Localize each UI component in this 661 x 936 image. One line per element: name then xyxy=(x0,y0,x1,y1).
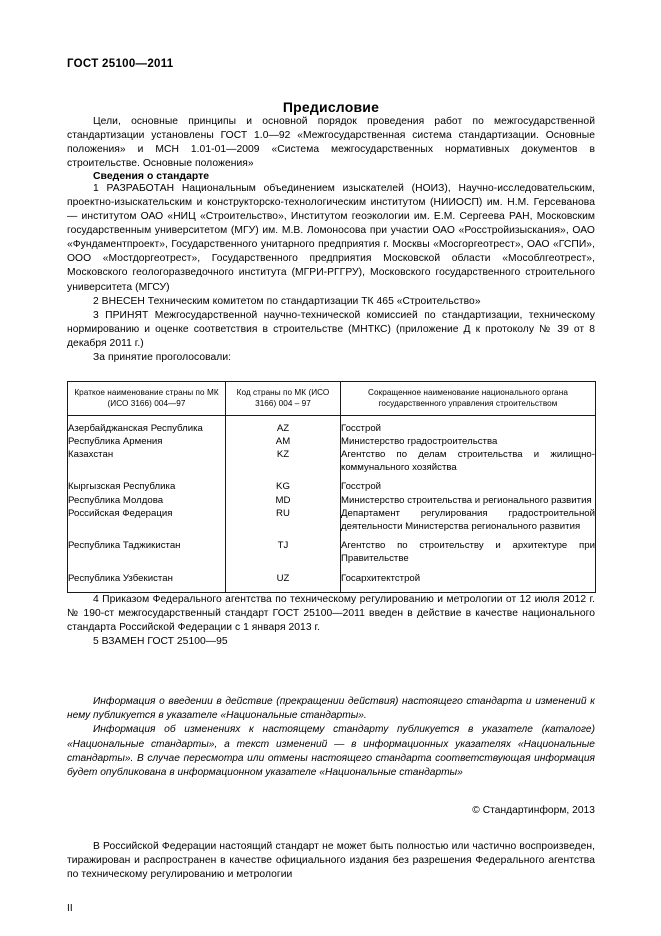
notice-amendments: Информация об изменениях к настоящему стандарту публикуется в указателе (каталоге) «Национальные стандарты», а текст изменений — в информационных указателях «Национальные стандарты». В случае пересмотра или отмены настоящего стандарта соответствующая информация будет опубликована в информационном указателе «Национальные стандарты» xyxy=(67,724,595,779)
table-row xyxy=(68,494,596,507)
table-column-header-code: Код страны по МК (ИСО 3166) 004 – 97 xyxy=(226,381,341,415)
table-column-header-country: Краткое наименование страны по МК (ИСО 3166) 004—97 xyxy=(68,381,226,415)
standard-info-item-1: 1 РАЗРАБОТАН Национальным объединением изыскателей (НОИЗ), Научно-исследовательским, проектно-изыскательским и конструкторско-технологическим институтом (НИИОСП) им. Н.М. Герсеванова — институтом ОАО «НИЦ «Строительство», Институтом геоэкологии им. Е.М. Сергеева РАН, Московским государственным университетом (МГУ) им. М.В. Ломоносова при участии ОАО «Росстройизыскания», ОАО «Фундаментпроект», Государственного унитарного предприятия г. Москвы «Мосгоргеотрест», ОАО «ГСПИ», ООО «Мостдоргеотрест», Государственного предприятия Московской области «Мособлгеотрест», Московского геологоразведочного института (МГРИ-РГГРУ), Московского государственного строительного университета (МГСУ) xyxy=(67,183,595,293)
cell-country: Республика Армения xyxy=(68,435,226,448)
standard-code-header: ГОСТ 25100—2011 xyxy=(67,58,174,70)
cell-code: TJ xyxy=(226,539,341,565)
cell-body: Госархитектстрой xyxy=(341,572,596,593)
cell-body: Госстрой xyxy=(341,480,596,493)
cell-body: Департамент регулирования градостроительной деятельности Министерства регионального развития xyxy=(341,507,595,533)
cell-code: AZ xyxy=(226,415,341,435)
vote-intro-text: За принятие проголосовали: xyxy=(93,351,232,363)
table-row xyxy=(68,415,596,435)
cell-country: Азербайджанская Республика xyxy=(68,415,226,435)
table-header-row xyxy=(68,381,596,415)
table-body xyxy=(68,415,596,592)
page-content xyxy=(67,0,595,914)
cell-code: AM xyxy=(226,435,341,448)
cell-code: RU xyxy=(226,507,341,533)
cell-country: Республика Узбекистан xyxy=(68,572,226,593)
cell-code: KG xyxy=(226,480,341,493)
cell-code: MD xyxy=(226,494,341,507)
copyright-line: © Стандартинформ, 2013 xyxy=(472,805,595,817)
cell-body: Министерство строительства и регионального развития xyxy=(341,494,596,507)
voting-countries-table xyxy=(67,381,596,593)
standard-info-item-4: 4 Приказом Федерального агентства по техническому регулированию и метрологии от 12 июля 2012 г. № 190-ст межгосударственный стандарт ГОСТ 25100—2011 введен в действие в качестве национального стандарта Российской Федерации с 1 января 2013 г. xyxy=(67,593,595,633)
cell-country: Республика Таджикистан xyxy=(68,539,226,565)
cell-country: Казахстан xyxy=(68,448,226,474)
table-row xyxy=(68,448,596,474)
standard-info-item-2: 2 ВНЕСЕН Техническим комитетом по стандартизации ТК 465 «Строительство» xyxy=(93,295,481,307)
standard-info-heading: Сведения о стандарте xyxy=(93,171,210,183)
cell-country: Кыргызская Республика xyxy=(68,480,226,493)
table-row xyxy=(68,572,596,593)
cell-code: UZ xyxy=(226,572,341,593)
page-title: Предисловие xyxy=(282,99,380,115)
table-row xyxy=(68,507,596,533)
cell-country: Российская Федерация xyxy=(68,507,226,533)
reproduction-notice: В Российской Федерации настоящий стандарт не может быть полностью или частично воспроизведен, тиражирован и распространен в качестве официального издания без разрешения Федерального агентства по техническому регулированию и метрологии xyxy=(67,841,595,881)
table-row xyxy=(68,435,596,448)
cell-body: Госстрой xyxy=(341,415,596,435)
cell-body: Агентство по строительству и архитектуре при Правительстве xyxy=(341,540,595,565)
table-column-header-body: Сокращенное наименование национального органа государственного управления строительством xyxy=(341,381,596,415)
notice-introduction: Информация о введении в действие (прекращении действия) настоящего стандарта и изменений к нему публикуется в указателе «Национальные стандарты». xyxy=(67,696,595,722)
intro-paragraph: Цели, основные принципы и основной порядок проведения работ по межгосударственной стандартизации установлены ГОСТ 1.0—92 «Межгосударственная система стандартизации. Основные положения» и МСН 1.01-01—2009 «Система межгосударственных нормативных документов в строительстве. Основные положения» xyxy=(67,116,595,170)
cell-country: Республика Молдова xyxy=(68,494,226,507)
cell-body: Министерство градостроительства xyxy=(341,435,596,448)
standard-info-item-5: 5 ВЗАМЕН ГОСТ 25100—95 xyxy=(93,635,228,647)
cell-body: Агентство по делам строительства и жилищно-коммунального хозяйства xyxy=(341,449,595,474)
table-row xyxy=(68,480,596,493)
standard-info-item-3: 3 ПРИНЯТ Межгосударственной научно-технической комиссией по стандартизации, техническому нормированию и оценке соответствия в строительстве (МНТКС) (приложение Д к протоколу № 39 от 8 декабря 2011 г.) xyxy=(67,309,595,349)
table-header xyxy=(68,381,596,415)
cell-code: KZ xyxy=(226,448,341,474)
table-row xyxy=(68,539,596,565)
page-number: II xyxy=(67,903,73,915)
